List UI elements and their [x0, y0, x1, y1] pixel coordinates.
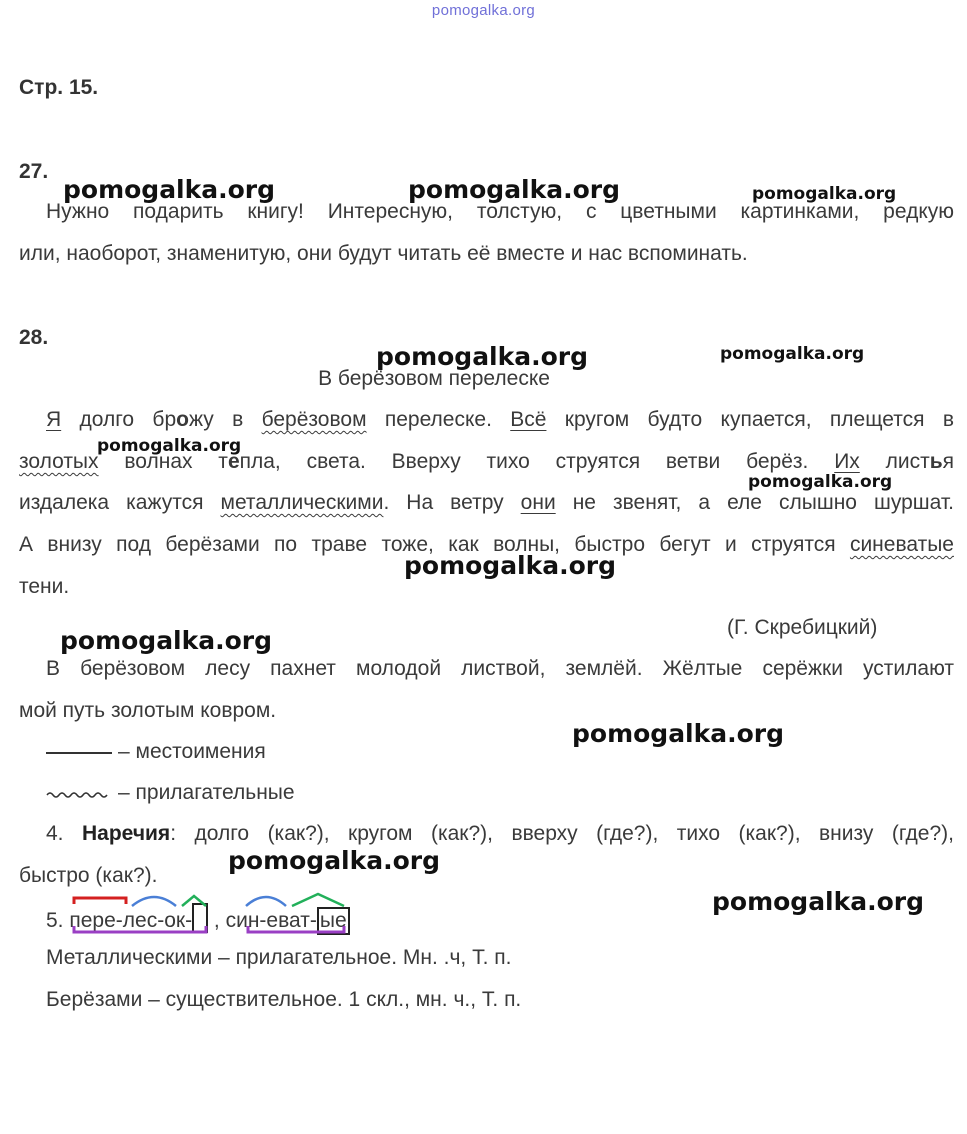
straight-underline-sample: [46, 752, 112, 754]
extra-line-2: мой путь золотым ковром.: [19, 699, 277, 722]
pronoun-ya: Я: [46, 408, 62, 431]
pronoun-oni: они: [520, 491, 556, 514]
text-line-1: [46, 408, 954, 432]
text-fragment: А внизу под берёзами по траве тоже, как волны, быстро бегут и струятся: [19, 533, 850, 556]
text-fragment: кругом будто купается, плещется в: [546, 408, 954, 431]
text-fragment: перелеске.: [366, 408, 511, 431]
highlighted-letter: ь: [929, 450, 943, 473]
task-27-number: 27.: [19, 160, 49, 183]
watermark-text: pomogalka.org: [752, 184, 897, 204]
highlighted-letter: е: [227, 450, 240, 473]
text-title: В берёзовом перелеске: [318, 367, 550, 390]
morph-line-1: Металлическими – прилагательное. Мн. .ч, Т. п.: [46, 946, 512, 969]
adjective-berezovom: берёзовом: [261, 408, 367, 431]
ending-box: ые: [317, 907, 350, 935]
dash: -: [185, 909, 193, 932]
watermark-text: pomogalka.org: [63, 175, 276, 204]
task-28-number: 28.: [19, 326, 49, 349]
q4-line-1: [46, 822, 954, 846]
watermark-text: pomogalka.org: [408, 175, 621, 204]
adjective-sinevatye: синеватые: [849, 533, 954, 556]
watermark-text: pomogalka.org: [228, 846, 441, 875]
text-line-5: тени.: [19, 575, 70, 598]
text-fragment: не звенят, а еле слышно шуршат.: [555, 491, 954, 514]
adjective-metallicheskimi: металлическими: [220, 491, 384, 514]
watermark-text: pomogalka.org: [60, 626, 273, 655]
word-2-stem: син-еват: [225, 909, 310, 932]
legend-adjectives: – прилагательные: [118, 781, 295, 804]
watermark-text: pomogalka.org: [712, 887, 925, 916]
text-fragment: . На ветру: [383, 491, 521, 514]
watermark-text: pomogalka.org: [97, 436, 242, 456]
text-fragment: я: [942, 450, 955, 473]
q5-number: 5.: [46, 909, 70, 932]
text-fragment: волнах т: [98, 450, 228, 473]
watermark-text: pomogalka.org: [720, 344, 865, 364]
text-fragment: пла, света. Вверху тихо струятся ветви берёз.: [239, 450, 835, 473]
text-fragment: жу в: [188, 408, 262, 431]
watermark-text: pomogalka.org: [404, 551, 617, 580]
extra-line-1: В берёзовом лесу пахнет молодой листвой, землёй. Жёлтые серёжки устилают: [46, 657, 954, 680]
adjective-zolotykh: золотых: [19, 450, 99, 473]
comma: ,: [208, 909, 226, 932]
author: (Г. Скребицкий): [727, 616, 878, 639]
prefix-mark: [74, 898, 126, 904]
task-27-line-2: или, наоборот, знаменитую, они будут читать её вместе и нас вспоминать.: [19, 242, 748, 265]
stem-mark: [74, 926, 206, 932]
root-arc: [132, 897, 176, 906]
text-fragment: лист: [859, 450, 930, 473]
dash: -: [309, 909, 317, 932]
page-header: Стр. 15.: [19, 76, 99, 99]
highlighted-letter: о: [176, 408, 189, 431]
text-line-3: [19, 491, 954, 515]
task-27-line-1: Нужно подарить книгу! Интересную, толстую, с цветными картинками, редкую: [46, 200, 954, 223]
pronoun-ikh: Их: [834, 450, 860, 473]
legend-pronouns: – местоимения: [118, 740, 266, 763]
stem-mark: [248, 926, 344, 932]
word-1-prefix-part: пере: [69, 909, 116, 932]
q4-text: : долго (как?), кругом (как?), вверху (где?), тихо (как?), внизу (где?),: [170, 822, 954, 845]
q4-number: 4.: [46, 822, 82, 845]
watermark-text: pomogalka.org: [748, 472, 893, 492]
q4-line-2: быстро (как?).: [19, 864, 158, 887]
pronoun-vse: Всё: [510, 408, 547, 431]
text-fragment: издалека кажутся: [19, 491, 221, 514]
wavy-underline-sample: [46, 790, 112, 800]
text-fragment: долго бр: [61, 408, 177, 431]
q4-label: Наречия: [82, 822, 171, 845]
suffix-mark: [292, 894, 344, 906]
suffix-mark: [182, 896, 206, 906]
watermark-text: pomogalka.org: [376, 342, 589, 371]
root-arc: [246, 897, 286, 906]
word-1-rest: -лес-ок: [115, 909, 186, 932]
morph-line-2: Берёзами – существительное. 1 скл., мн. ч., Т. п.: [46, 988, 522, 1011]
top-watermark: pomogalka.org: [431, 2, 536, 19]
watermark-text: pomogalka.org: [572, 719, 785, 748]
